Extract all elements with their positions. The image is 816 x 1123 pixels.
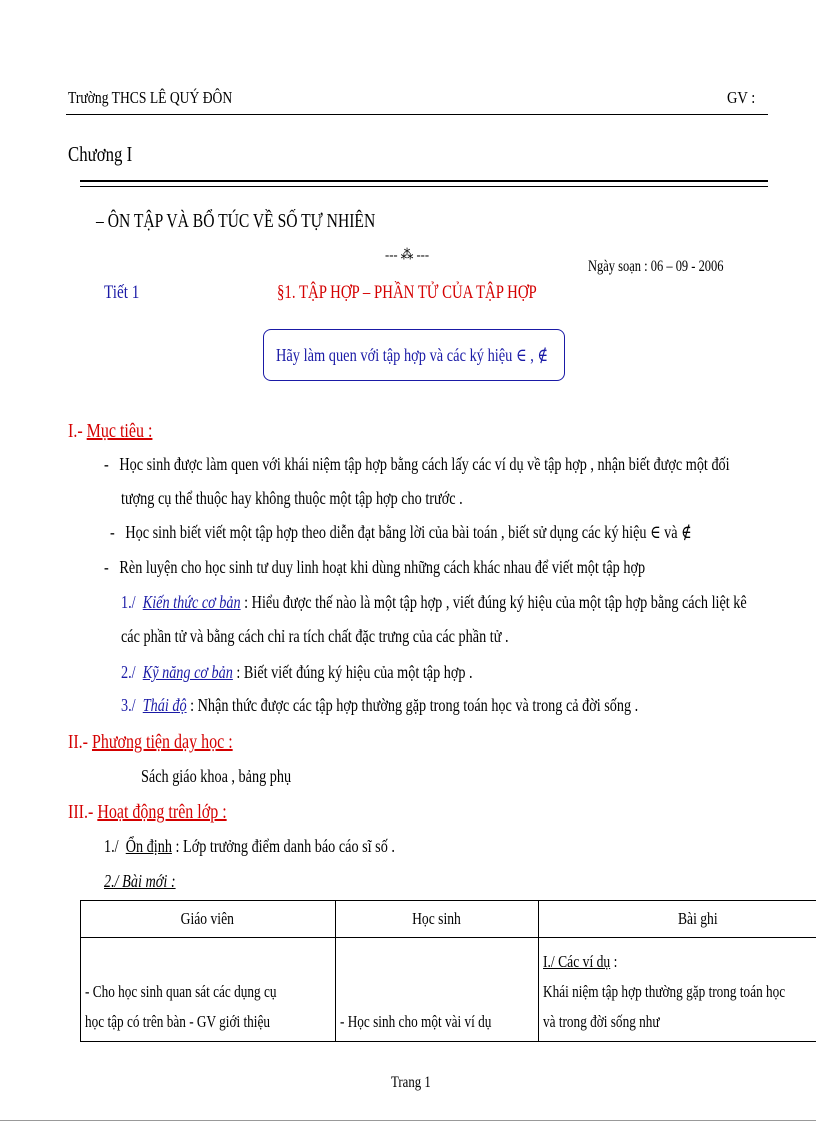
item-1: 1./ Kiến thức cơ bản : Hiểu được thế nào là một tập hợp , viết đúng ký hiệu của một tập hợp bằng cách liệt kê	[121, 592, 747, 612]
date-prepared: Ngày soạn : 06 – 09 - 2006	[588, 258, 724, 275]
chapter-title: – ÔN TẬP VÀ BỔ TÚC VỀ SỐ TỰ NHIÊN	[96, 210, 376, 232]
bullet-2: - Học sinh biết viết một tập hợp theo diễn đạt bằng lời của bài toán , biết sử dụng các ký hiệu ∈ và ∉	[110, 522, 692, 542]
page-number: Trang 1	[391, 1074, 431, 1091]
lesson-title: §1. TẬP HỢP – PHẦN TỬ CỦA TẬP HỢP	[277, 282, 537, 303]
lesson-period: Tiết 1	[104, 282, 140, 303]
bullet-1: - Học sinh được làm quen với khái niệm tập hợp bằng cách lấy các ví dụ về tập hợp , nhận biết được một đối	[104, 454, 730, 474]
header-student: Học sinh	[335, 901, 538, 938]
header-rule	[66, 114, 768, 115]
header-teacher: Giáo viên	[81, 901, 336, 938]
chapter-label: Chương I	[68, 142, 133, 166]
student-cell: - Học sinh cho một vài ví dụ	[335, 938, 538, 1042]
item-3: 3./ Thái độ : Nhận thức được các tập hợp thường gặp trong toán học và trong cả đời sống .	[121, 695, 639, 715]
bullet-1-cont: tượng cụ thể thuộc hay không thuộc một tập hợp cho trước .	[121, 488, 463, 508]
notes-cell: I./ Các ví dụ : Khái niệm tập hợp thường gặp trong toán học và trong đời sống như	[538, 938, 816, 1042]
table-header-row	[81, 901, 816, 938]
bullet-3: - Rèn luyện cho học sinh tư duy linh hoạt khi dùng những cách khác nhau để viết một tập hợp	[104, 557, 646, 577]
section3-heading: III.- Hoạt động trên lớp :	[68, 801, 227, 823]
step-2: 2./ Bài mới :	[104, 871, 176, 891]
intro-text: Hãy làm quen với tập hợp và các ký hiệu ∈ , ∉	[276, 345, 549, 365]
teacher-label: GV :	[727, 88, 756, 107]
school-name: Trường THCS LÊ QUÝ ĐÔN	[68, 88, 233, 107]
item-2: 2./ Kỹ năng cơ bản : Biết viết đúng ký hiệu của một tập hợp .	[121, 662, 473, 682]
teacher-cell: - Cho học sinh quan sát các dụng cụ học tập có trên bàn - GV giới thiệu	[81, 938, 336, 1042]
lesson-table	[80, 900, 816, 1042]
page-bottom-edge	[0, 1120, 816, 1121]
chapter-rule-top	[80, 180, 768, 182]
section2-text: Sách giáo khoa , bảng phụ	[141, 766, 292, 786]
table-row	[81, 938, 816, 1042]
section2-heading: II.- Phương tiện dạy học :	[68, 731, 233, 753]
ornament: --- ⁂ ---	[385, 248, 430, 263]
chapter-rule-bottom	[80, 186, 768, 187]
step-1: 1./ Ổn định : Lớp trưởng điểm danh báo cáo sĩ số .	[104, 836, 395, 856]
section1-heading: I.- Mục tiêu :	[68, 420, 153, 442]
header-notes: Bài ghi	[538, 901, 816, 938]
item-1-cont: các phần tử và bằng cách chỉ ra tích chất đặc trưng của các phần tử .	[121, 626, 509, 646]
